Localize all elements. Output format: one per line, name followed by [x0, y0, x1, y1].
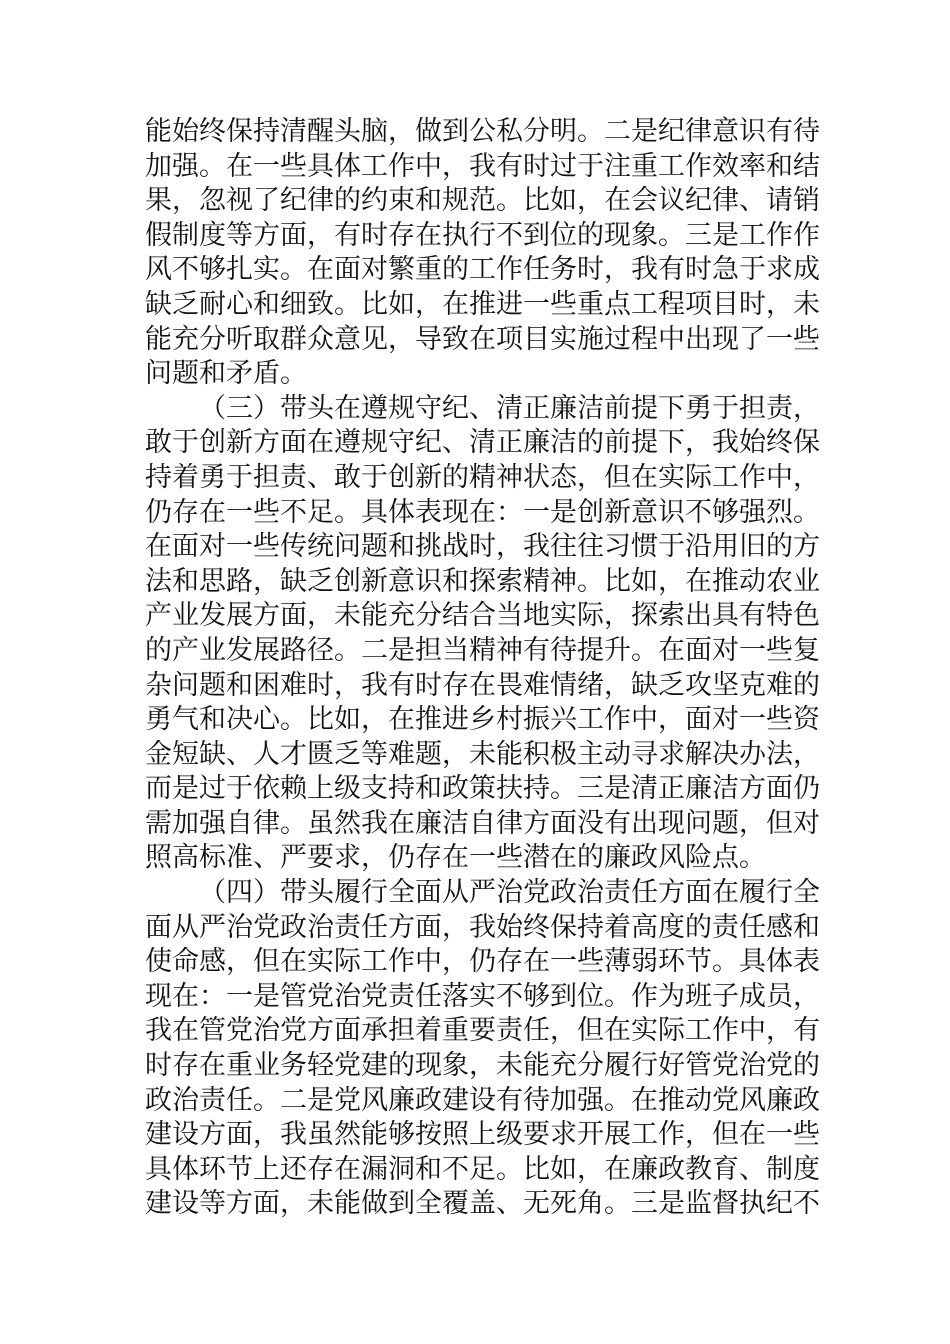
text-line: 产业发展方面，未能充分结合当地实际，探索出具有特色 [145, 600, 820, 632]
text-line: 法和思路，缺乏创新意识和探索精神。比如，在推动农业 [145, 565, 820, 597]
section-heading-line: （四）带头履行全面从严治党政治责任方面在履行全 [199, 877, 820, 909]
text-line: 风不够扎实。在面对繁重的工作任务时，我有时急于求成 [145, 254, 820, 286]
text-line: 我在管党治党方面承担着重要责任，但在实际工作中，有 [145, 1015, 820, 1047]
text-line: 使命感，但在实际工作中，仍存在一些薄弱环节。具体表 [145, 946, 820, 978]
text-line: 金短缺、人才匮乏等难题，未能积极主动寻求解决办法， [145, 738, 820, 770]
text-line: 杂问题和困难时，我有时存在畏难情绪，缺乏攻坚克难的 [145, 669, 820, 701]
text-line: 能始终保持清醒头脑，做到公私分明。二是纪律意识有待 [145, 116, 820, 147]
section-heading-line: （三）带头在遵规守纪、清正廉洁前提下勇于担责， [199, 392, 820, 424]
text-line: 在面对一些传统问题和挑战时，我往往习惯于沿用旧的方 [145, 531, 820, 563]
text-line: 能充分听取群众意见，导致在项目实施过程中出现了一些 [145, 323, 820, 355]
text-line: 加强。在一些具体工作中，我有时过于注重工作效率和结 [145, 150, 820, 182]
text-line: 持着勇于担责、敢于创新的精神状态，但在实际工作中， [145, 461, 820, 493]
text-line: 建设方面，我虽然能够按照上级要求开展工作，但在一些 [145, 1119, 820, 1151]
text-line: 需加强自律。虽然我在廉洁自律方面没有出现问题，但对 [145, 807, 820, 839]
text-line: 照高标准、严要求，仍存在一些潜在的廉政风险点。 [145, 842, 766, 874]
text-line: 建设等方面，未能做到全覆盖、无死角。三是监督执纪不 [145, 1188, 820, 1220]
text-line: 时存在重业务轻党建的现象，未能充分履行好管党治党的 [145, 1050, 820, 1082]
text-line: 的产业发展路径。二是担当精神有待提升。在面对一些复 [145, 634, 820, 666]
text-line: 面从严治党政治责任方面，我始终保持着高度的责任感和 [145, 911, 820, 943]
text-line: 缺乏耐心和细致。比如，在推进一些重点工程项目时，未 [145, 288, 820, 320]
text-line: 仍存在一些不足。具体表现在：一是创新意识不够强烈。 [145, 496, 820, 528]
text-line: 政治责任。二是党风廉政建设有待加强。在推动党风廉政 [145, 1084, 820, 1116]
text-line: 果，忽视了纪律的约束和规范。比如，在会议纪律、请销 [145, 185, 820, 217]
text-line: 现在：一是管党治党责任落实不够到位。作为班子成员， [145, 980, 820, 1012]
text-line: 而是过于依赖上级支持和政策扶持。三是清正廉洁方面仍 [145, 773, 820, 805]
text-line: 假制度等方面，有时存在执行不到位的现象。三是工作作 [145, 219, 820, 251]
text-line: 勇气和决心。比如，在推进乡村振兴工作中，面对一些资 [145, 704, 820, 736]
text-line: 敢于创新方面在遵规守纪、清正廉洁的前提下，我始终保 [145, 427, 820, 459]
document-body [145, 115, 820, 1222]
text-line: 问题和矛盾。 [145, 358, 307, 390]
text-line: 具体环节上还存在漏洞和不足。比如，在廉政教育、制度 [145, 1153, 820, 1185]
